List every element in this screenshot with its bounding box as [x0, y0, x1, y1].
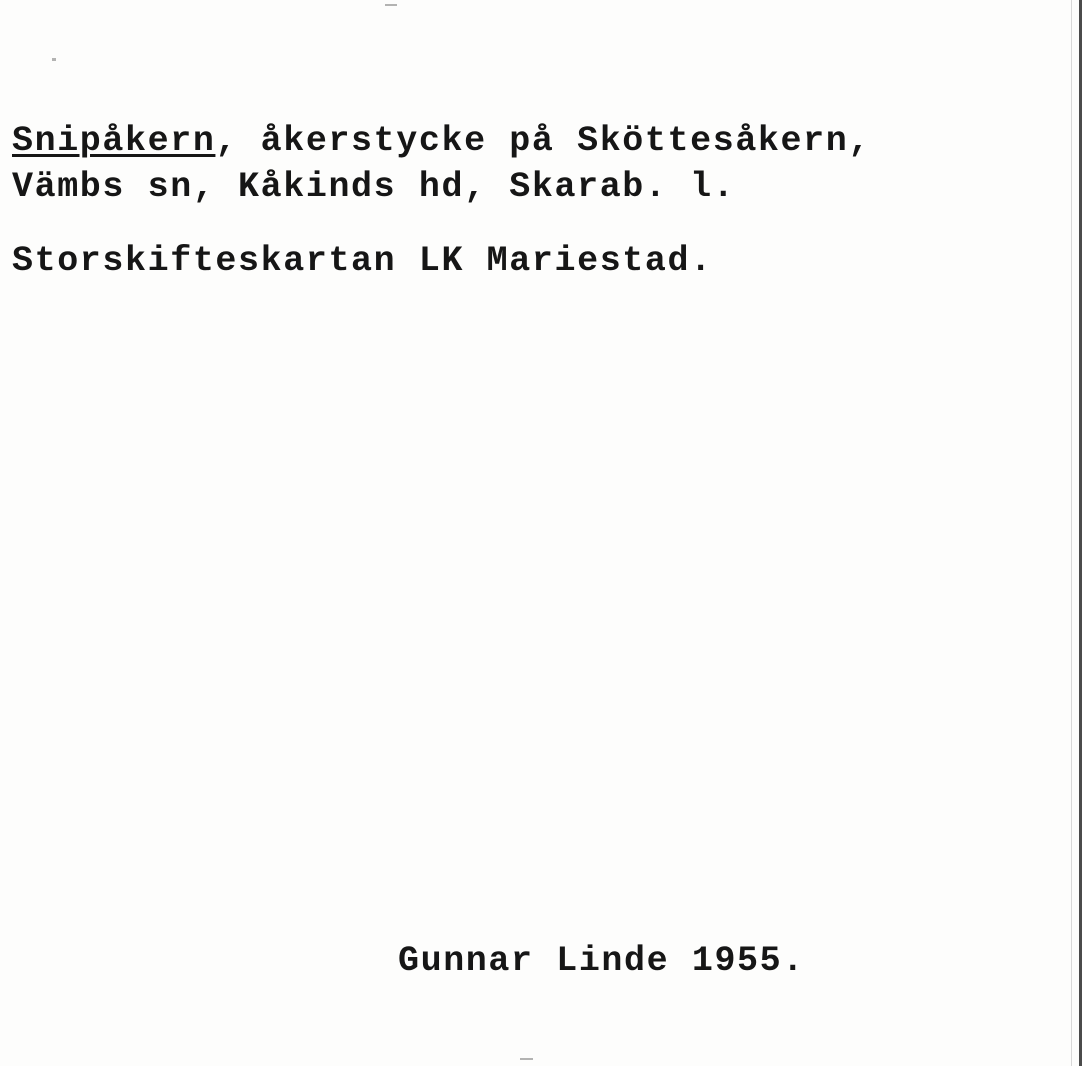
card-entry [12, 118, 1032, 284]
headline-rest: , åkerstycke på Sköttesåkern, [215, 121, 871, 161]
location-line: Vämbs sn, Kåkinds hd, Skarab. l. [12, 167, 736, 207]
headword: Snipåkern [12, 121, 216, 161]
headline [12, 118, 1032, 164]
scan-edge-right-inner [1071, 0, 1072, 1066]
signature-line: Gunnar Linde 1955. [398, 941, 805, 981]
source-line: Storskifteskartan LK Mariestad. [12, 241, 713, 281]
paper-speck [520, 1058, 533, 1060]
paper-speck [385, 4, 397, 6]
paper-speck [52, 58, 56, 61]
